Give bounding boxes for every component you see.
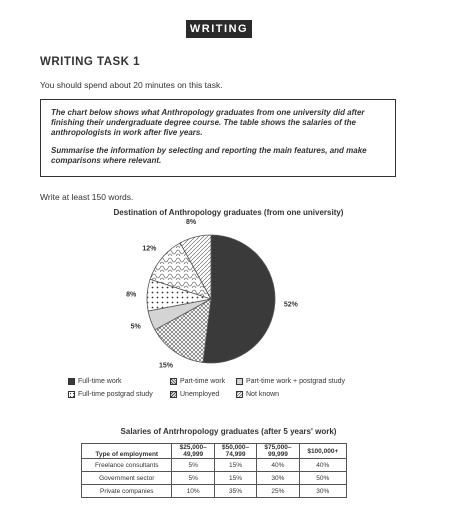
- table-cell: Freelance consultants: [82, 459, 172, 472]
- table-header-row: [82, 444, 347, 459]
- table-row: [82, 459, 347, 472]
- table-cell: 5%: [172, 472, 214, 485]
- table-cell: 35%: [214, 485, 256, 498]
- pie-slice-label: 5%: [130, 323, 141, 331]
- table-cell: 5%: [172, 459, 214, 472]
- table-cell: 50%: [299, 472, 346, 485]
- table-cell: Private companies: [82, 485, 172, 498]
- word-count-note: Write at least 150 words.: [40, 192, 134, 202]
- prompt-instruction: Summarise the information by selecting and reporting the main features, and make comparisons where relevant.: [51, 146, 367, 165]
- legend-swatch: [68, 391, 75, 398]
- pie-slice-label: 52%: [283, 301, 298, 309]
- column-header: $75,000– 99,999: [257, 444, 299, 459]
- legend-swatch: [170, 391, 177, 398]
- pie-slice-label: 12%: [142, 245, 157, 253]
- table-cell: 10%: [172, 485, 214, 498]
- table-cell: 40%: [299, 459, 346, 472]
- table-cell: 15%: [214, 472, 256, 485]
- legend-not-known: [236, 391, 279, 398]
- table-cell: 40%: [257, 459, 299, 472]
- table-cell: 30%: [257, 472, 299, 485]
- salary-table: [81, 443, 347, 498]
- column-header: $100,000+: [299, 444, 346, 459]
- legend-unemployed: [170, 391, 219, 398]
- legend-swatch: [236, 378, 243, 385]
- column-header: Type of employment: [82, 444, 172, 459]
- pie-slice-full-time-work: [203, 235, 275, 363]
- pie-slice-label: 8%: [126, 291, 137, 299]
- table-cell: Government sector: [82, 472, 172, 485]
- table-row: [82, 472, 347, 485]
- column-header: $50,000– 74,999: [214, 444, 256, 459]
- table-cell: 30%: [299, 485, 346, 498]
- legend-part-time-postgrad: [236, 378, 345, 385]
- column-header: $25,000– 49,999: [172, 444, 214, 459]
- legend-full-time-work: [68, 378, 122, 385]
- table-cell: 15%: [214, 459, 256, 472]
- legend-label: Part-time work: [180, 378, 226, 385]
- table-cell: 25%: [257, 485, 299, 498]
- legend-label: Full-time work: [78, 378, 122, 385]
- legend-part-time-work: [170, 378, 225, 385]
- legend-swatch: [68, 378, 75, 385]
- prompt-description: The chart below shows what Anthropology graduates from one university did after finishing their undergraduate degree course. The table shows the salaries of the anthropologists in work after five years.: [51, 108, 365, 137]
- table-row: [82, 485, 347, 498]
- legend-label: Not known: [246, 391, 280, 398]
- legend-label: Unemployed: [180, 391, 220, 398]
- pie-slice-label: 8%: [186, 219, 197, 227]
- legend-swatch: [236, 391, 243, 398]
- task-title: WRITING TASK 1: [40, 56, 141, 68]
- table-title: Salaries of Antrhropology graduates (after 5 years' work): [120, 427, 337, 436]
- pie-slice-label: 15%: [159, 362, 174, 370]
- section-badge: WRITING: [186, 20, 252, 38]
- time-note: You should spend about 20 minutes on this task.: [40, 80, 223, 90]
- chart-title: Destination of Anthropology graduates (from one university): [113, 208, 344, 217]
- legend-label: Part-time work + postgrad study: [246, 378, 346, 385]
- legend-full-time-postgrad: [68, 391, 153, 398]
- legend-swatch: [170, 378, 177, 385]
- legend-label: Full-time postgrad study: [78, 391, 153, 398]
